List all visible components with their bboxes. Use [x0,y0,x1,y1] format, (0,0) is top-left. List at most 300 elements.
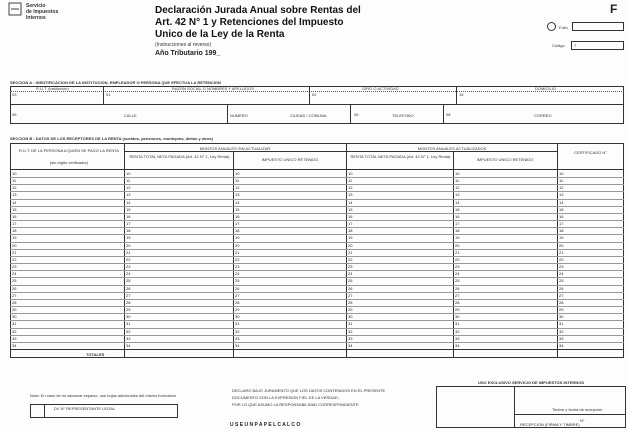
row-code: 29 [455,307,460,313]
table-cell-input[interactable] [20,306,122,313]
table-cell-input[interactable] [243,320,344,327]
table-cell-input[interactable] [243,285,344,292]
table-cell-input[interactable] [20,177,122,184]
table-cell-input[interactable] [567,206,622,213]
table-cell-input[interactable] [134,320,231,327]
sii-logo [8,2,22,16]
table-cell-input[interactable] [134,242,231,249]
table-cell-input[interactable] [356,292,451,299]
table-cell-input[interactable] [567,285,622,292]
table-cell-input[interactable] [356,206,451,213]
form-number: F [610,2,618,16]
table-cell-input[interactable] [463,270,555,277]
table-cell-input[interactable] [134,177,231,184]
table-cell-input[interactable] [134,299,231,306]
table-cell-input[interactable] [356,213,451,220]
table-cell-input[interactable] [356,342,451,349]
table-cell-input[interactable] [567,263,622,270]
table-cell-input[interactable] [134,220,231,227]
table-cell-input[interactable] [20,199,122,206]
row-code: 21 [559,249,564,255]
tax-year: Año Tributario 199_ [155,50,221,57]
table-cell-input[interactable] [243,220,344,227]
row-code: 34 [12,342,17,348]
row-code: 10 [12,171,17,176]
row-code: 28 [235,299,240,305]
table-cell-input[interactable] [20,270,122,277]
row-code: 23 [235,264,240,270]
table-cell-input[interactable] [20,320,122,327]
table-cell-input[interactable] [243,292,344,299]
table-cell-input[interactable] [356,313,451,320]
name-code: 01 [106,92,111,97]
table-cell-input[interactable] [243,227,344,234]
group1-header: MONTOS ANUALES SIN ACTUALIZAR [199,146,271,151]
row-code: 28 [348,299,353,305]
table-cell-input[interactable] [243,242,344,249]
row-code: 33 [235,335,240,341]
row-code: 24 [348,271,353,277]
table-cell-input[interactable] [567,191,622,198]
row-code: 30 [348,314,353,320]
table-cell-input[interactable] [243,342,344,349]
row-code: 34 [126,342,131,348]
row-code: 29 [12,307,17,313]
row-code: 20 [559,242,564,248]
table-cell-input[interactable] [463,285,555,292]
table-cell-input[interactable] [243,234,344,241]
col-b-header: IMPUESTO UNICO RETENIDO [261,157,319,162]
org-line1: Servicio [26,3,46,9]
correo-input[interactable] [456,106,620,122]
row-code: 21 [126,249,131,255]
table-cell-input[interactable] [243,270,344,277]
table-cell-input[interactable] [463,170,555,177]
table-cell-input[interactable] [20,342,122,349]
row-code: 14 [348,199,353,205]
table-cell-input[interactable] [463,242,555,249]
table-cell-input[interactable] [463,220,555,227]
row-code: 25 [559,278,564,284]
table-cell-input[interactable] [567,242,622,249]
table-cell-input[interactable] [134,191,231,198]
giro-code: 02 [312,92,317,97]
table-cell-input[interactable] [463,328,555,335]
table-cell-input[interactable] [243,199,344,206]
row-code: 32 [348,328,353,334]
row-code: 17 [12,221,17,227]
table-cell-input[interactable] [134,277,231,284]
table-cell-input[interactable] [567,199,622,206]
org-line3: Internos [26,15,46,21]
table-cell-input[interactable] [356,263,451,270]
table-cell-input[interactable] [463,256,555,263]
table-cell-input[interactable] [567,249,622,256]
row-code: 33 [559,335,564,341]
row-code: 19 [348,235,353,241]
table-cell-input[interactable] [567,299,622,306]
table-cell-input[interactable] [356,249,451,256]
row-code: 21 [455,249,460,255]
table-cell-input[interactable] [243,177,344,184]
table-cell-input[interactable] [567,270,622,277]
table-cell-input[interactable] [20,220,122,227]
row-code: 32 [559,328,564,334]
table-cell-input[interactable] [20,170,122,177]
table-cell-input[interactable] [134,234,231,241]
row-code: 33 [455,335,460,341]
table-cell-input[interactable] [567,220,622,227]
table-cell-input[interactable] [20,242,122,249]
table-cell-input[interactable] [243,335,344,342]
table-cell-input[interactable] [356,328,451,335]
table-cell-input[interactable] [463,342,555,349]
calle-input[interactable] [20,106,220,122]
table-cell-input[interactable] [134,263,231,270]
table-cell-input[interactable] [20,313,122,320]
table-cell-input[interactable] [463,249,555,256]
row-code: 22 [559,256,564,262]
row-code: 23 [455,264,460,270]
row-code: 33 [12,335,17,341]
row-code: 10 [235,171,240,176]
row-code: 17 [126,221,131,227]
row-code: 24 [12,271,17,277]
table-cell-input[interactable] [134,199,231,206]
row-code: 12 [455,185,460,191]
row-code: 28 [12,299,17,305]
row-code: 30 [126,314,131,320]
table-cell-input[interactable] [243,306,344,313]
row-code: 26 [348,285,353,291]
giro-input[interactable] [322,93,452,103]
row-code: 34 [235,342,240,348]
table-cell-input[interactable] [463,177,555,184]
row-code: 24 [455,271,460,277]
row-code: 11 [12,178,17,184]
calle-code: 05 [12,112,17,117]
table-cell-input[interactable] [356,177,451,184]
declaration-line3: POR LO QUE ASUMO LA RESPONSABILIDAD CORRESPONDIENTE [232,402,359,407]
table-cell-input[interactable] [243,277,344,284]
table-cell-input[interactable] [463,227,555,234]
table-cell-input[interactable] [134,249,231,256]
table-cell-input[interactable] [567,328,622,335]
code-value: 7 [574,43,577,48]
row-code: 28 [126,299,131,305]
row-code: 10 [348,171,353,176]
row-code: 34 [348,342,353,348]
table-cell-input[interactable] [463,277,555,284]
row-code: 10 [559,171,564,176]
table-cell-input[interactable] [243,299,344,306]
table-cell-input[interactable] [134,328,231,335]
row-code: 11 [559,178,564,184]
ciudad-label: CIUDAD / COMUNA [290,113,327,118]
table-cell-input[interactable] [356,256,451,263]
row-code: 32 [235,328,240,334]
table-cell-input[interactable] [567,227,622,234]
table-cell-input[interactable] [463,213,555,220]
domicilio-label: DOMICILIO [535,86,556,91]
row-code: 12 [559,185,564,191]
table-cell-input[interactable] [356,234,451,241]
table-cell-input[interactable] [463,292,555,299]
page-title-line3: Unico de la Ley de la Renta [155,29,285,40]
table-cell-input[interactable] [567,213,622,220]
row-code: 18 [455,228,460,234]
row-code: 13 [12,192,17,198]
table-cell-input[interactable] [243,263,344,270]
row-code: 14 [455,199,460,205]
table-cell-input[interactable] [20,328,122,335]
table-cell-input[interactable] [20,213,122,220]
table-cell-input[interactable] [356,277,451,284]
table-cell-input[interactable] [134,285,231,292]
row-code: 18 [126,228,131,234]
table-cell-input[interactable] [463,199,555,206]
table-cell-input[interactable] [20,234,122,241]
table-cell-input[interactable] [134,184,231,191]
table-cell-input[interactable] [243,256,344,263]
row-code: 25 [12,278,17,284]
table-cell-input[interactable] [243,191,344,198]
table-cell-input[interactable] [567,320,622,327]
table-cell-input[interactable] [463,191,555,198]
row-code: 23 [126,264,131,270]
row-code: 30 [559,314,564,320]
table-cell-input[interactable] [356,191,451,198]
row-code: 24 [559,271,564,277]
table-cell-input[interactable] [567,335,622,342]
row-code: 29 [559,307,564,313]
row-code: 20 [348,242,353,248]
calle-label: CALLE [124,113,137,118]
table-cell-input[interactable] [567,177,622,184]
table-cell-input[interactable] [356,299,451,306]
row-code: 13 [559,192,564,198]
table-cell-input[interactable] [356,285,451,292]
table-cell-input[interactable] [567,292,622,299]
row-code: 18 [559,228,564,234]
row-code: 27 [559,292,564,298]
row-code: 14 [12,199,17,205]
page-title-line2: Art. 42 N° 1 y Retenciones del Impuesto [155,17,344,28]
row-code: 30 [235,314,240,320]
table-cell-input[interactable] [567,170,622,177]
table-cell-input[interactable] [463,320,555,327]
code-field [571,41,624,50]
table-cell-input[interactable] [356,270,451,277]
row-code: 21 [235,249,240,255]
table-cell-input[interactable] [134,313,231,320]
table-cell-input[interactable] [463,306,555,313]
row-code: 31 [348,321,353,327]
row-code: 16 [559,213,564,219]
domicilio-code: 15 [459,92,464,97]
row-code: 28 [559,299,564,305]
table-cell-input[interactable] [356,220,451,227]
row-code: 33 [348,335,353,341]
row-code: 31 [559,321,564,327]
row-code: 27 [348,292,353,298]
table-cell-input[interactable] [20,299,122,306]
row-code: 19 [455,235,460,241]
row-code: 13 [348,192,353,198]
table-cell-input[interactable] [134,270,231,277]
table-cell-input[interactable] [134,292,231,299]
correo-label: CORREO [534,113,552,118]
row-code: 18 [348,228,353,234]
table-cell-input[interactable] [356,199,451,206]
page-title-line1: Declaración Jurada Anual sobre Rentas del [155,5,361,16]
row-code: 22 [126,256,131,262]
table-cell-input[interactable] [567,256,622,263]
telefono-input[interactable] [364,106,440,122]
table-cell-input[interactable] [463,206,555,213]
table-cell-input[interactable] [20,191,122,198]
table-cell-input[interactable] [20,184,122,191]
row-code: 18 [235,228,240,234]
row-code: 16 [12,213,17,219]
table-cell-input[interactable] [20,285,122,292]
row-code: 32 [12,328,17,334]
row-code: 30 [455,314,460,320]
table-cell-input[interactable] [134,342,231,349]
table-cell-input[interactable] [20,292,122,299]
table-cell-input[interactable] [463,263,555,270]
table-cell-input[interactable] [134,213,231,220]
row-code: 12 [12,185,17,191]
row-code: 33 [126,335,131,341]
row-code: 11 [348,178,353,184]
row-code: 14 [559,199,564,205]
row-code: 17 [348,221,353,227]
table-cell-input[interactable] [134,306,231,313]
col-rut-header: R.U.T. DE LA PERSONA A QUIEN SE PAGO LA RENTA [18,148,120,153]
table-cell-input[interactable] [134,227,231,234]
col-a-header: RENTA TOTAL NETA PAGADA (Art. 42 N° 1, Ley Renta) [129,154,230,159]
table-cell-input[interactable] [356,320,451,327]
table-cell-input[interactable] [20,227,122,234]
table-cell-input[interactable] [567,342,622,349]
table-cell-input[interactable] [20,335,122,342]
representative-label: DV N° REPRESENTANTE LEGAL [54,406,116,411]
bottom-text: U S E U N P A P E L C A L C O [230,422,301,428]
folio-field[interactable] [572,22,624,31]
row-code: 31 [126,321,131,327]
table-cell-input[interactable] [356,184,451,191]
table-cell-input[interactable] [567,306,622,313]
row-code: 15 [126,206,131,212]
table-cell-input[interactable] [356,335,451,342]
row-code: 26 [126,285,131,291]
rut-code: 03 [12,92,17,97]
table-cell-input[interactable] [20,249,122,256]
row-code: 12 [126,185,131,191]
row-code: 23 [559,264,564,270]
row-code: 27 [235,292,240,298]
table-cell-input[interactable] [243,206,344,213]
rut-input[interactable] [20,93,100,103]
correo-code: 08 [446,112,451,117]
sii-logo-icon [8,2,22,16]
table-cell-input[interactable] [243,184,344,191]
table-cell-input[interactable] [356,170,451,177]
row-code: 24 [235,271,240,277]
table-cell-input[interactable] [463,234,555,241]
reception-stamp-label: Timbre y fecha de recepción [552,407,603,412]
row-code: 28 [455,299,460,305]
table-cell-input[interactable] [567,313,622,320]
row-code: 19 [235,235,240,241]
col-rut-subheader: (sin dígito verificador) [49,160,89,165]
row-code: 15 [235,206,240,212]
row-code: 21 [348,249,353,255]
table-cell-input[interactable] [243,249,344,256]
name-input[interactable] [116,93,306,103]
table-cell-input[interactable] [567,234,622,241]
table-cell-input[interactable] [567,277,622,284]
row-code: 19 [559,235,564,241]
row-code: 22 [12,256,17,262]
table-cell-input[interactable] [463,313,555,320]
row-code: 19 [12,235,17,241]
table-cell-input[interactable] [20,277,122,284]
row-code: 20 [455,242,460,248]
table-cell-input[interactable] [243,328,344,335]
row-code: 14 [126,199,131,205]
table-cell-input[interactable] [134,170,231,177]
telefono-label: TELEFONO [392,113,414,118]
row-code: 25 [348,278,353,284]
table-cell-input[interactable] [20,206,122,213]
row-code: 29 [235,307,240,313]
table-cell-input[interactable] [134,335,231,342]
row-code: 16 [126,213,131,219]
table-cell-input[interactable] [134,256,231,263]
col-e-header: CERTIFICADO N° [574,150,607,155]
rut-label: R.U.T. (institución) [36,86,69,91]
table-cell-input[interactable] [243,170,344,177]
table-cell-input[interactable] [356,306,451,313]
row-code: 30 [12,314,17,320]
table-cell-input[interactable] [356,227,451,234]
row-code: 10 [455,171,460,176]
row-code: 26 [12,285,17,291]
row-code: 26 [455,285,460,291]
row-code: 23 [348,264,353,270]
table-cell-input[interactable] [20,263,122,270]
domicilio-input[interactable] [470,93,620,103]
table-cell-input[interactable] [243,313,344,320]
table-cell-input[interactable] [463,184,555,191]
table-cell-input[interactable] [243,213,344,220]
table-cell-input[interactable] [356,242,451,249]
table-cell-input[interactable] [567,184,622,191]
row-code: 13 [126,192,131,198]
table-cell-input[interactable] [20,256,122,263]
table-cell-input[interactable] [463,335,555,342]
row-code: 29 [126,307,131,313]
table-cell-input[interactable] [134,206,231,213]
row-code: 31 [235,321,240,327]
table-cell-input[interactable] [463,299,555,306]
numero-label: NUMERO [230,113,248,118]
footer-note: Nota: En caso de no alcanzar espacio, use hojas adicionales del mismo formulario [30,393,177,398]
row-code: 13 [235,192,240,198]
name-label: RAZON SOCIAL O NOMBRES Y APELLIDOS [172,86,254,91]
